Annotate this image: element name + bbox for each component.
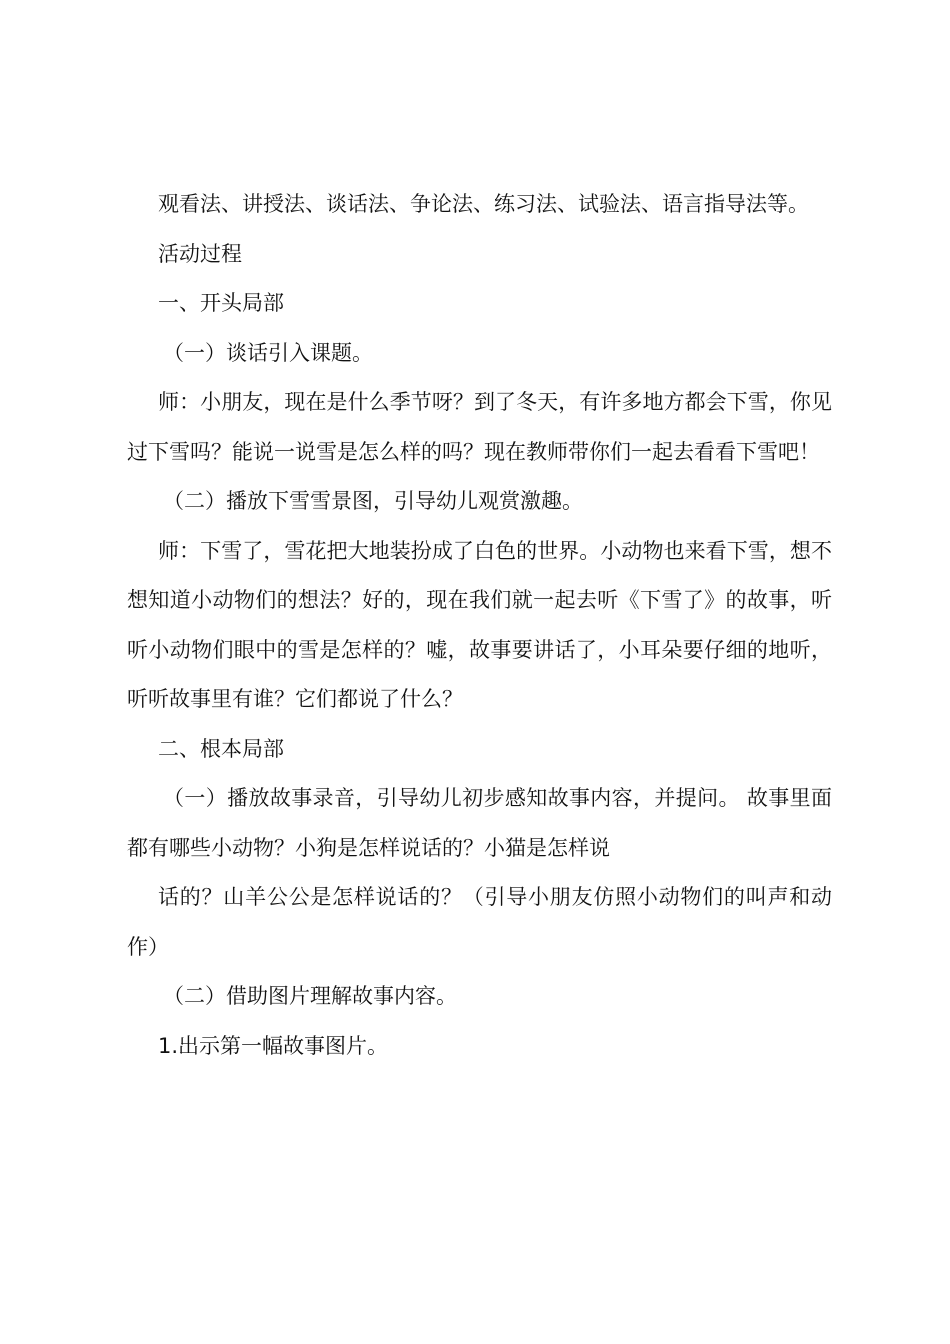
paragraph-play-story-audio: （一）播放故事录音，引导幼儿初步感知故事内容，并提问。 故事里面都有哪些小动物？小狗是怎样说话的？小猫是怎样说 xyxy=(127,786,832,860)
heading-activity-process: 活动过程 xyxy=(158,241,242,266)
paragraph-first-picture: 1.出示第一幅故事图片。 xyxy=(158,1033,389,1058)
paragraph-story-questions: 话的？山羊公公是怎样说话的？（引导小朋友仿照小动物们的叫声和动作） xyxy=(127,885,832,959)
paragraph-teacher-talk-1: 师：小朋友，现在是什么季节呀？到了冬天，有许多地方都会下雪，你见过下雪吗？能说一说雪是怎么样的吗？现在教师带你们一起去看看下雪吧！ xyxy=(127,390,832,464)
document-body xyxy=(127,180,832,1071)
paragraph-teacher-talk-2: 师：下雪了，雪花把大地装扮成了白色的世界。小动物也来看下雪，想不想知道小动物们的想法？好的，现在我们就一起去听《下雪了》的故事，听听小动物们眼中的雪是怎样的？嘘，故事要讲话了，小耳朵要仔细的地听，听听故事里有谁？它们都说了什么？ xyxy=(127,538,832,711)
subheading-talk-intro: （一）谈话引入课题。 xyxy=(163,340,373,365)
subheading-play-snow-scene: （二）播放下雪雪景图，引导幼儿观赏激趣。 xyxy=(163,489,583,513)
subheading-picture-understanding: （二）借助图片理解故事内容。 xyxy=(163,984,457,1008)
heading-main-section: 二、根本局部 xyxy=(158,736,284,761)
paragraph-methods: 观看法、讲授法、谈话法、争论法、练习法、试验法、语言指导法等。 xyxy=(158,192,809,216)
heading-opening-section: 一、开头局部 xyxy=(158,291,284,315)
